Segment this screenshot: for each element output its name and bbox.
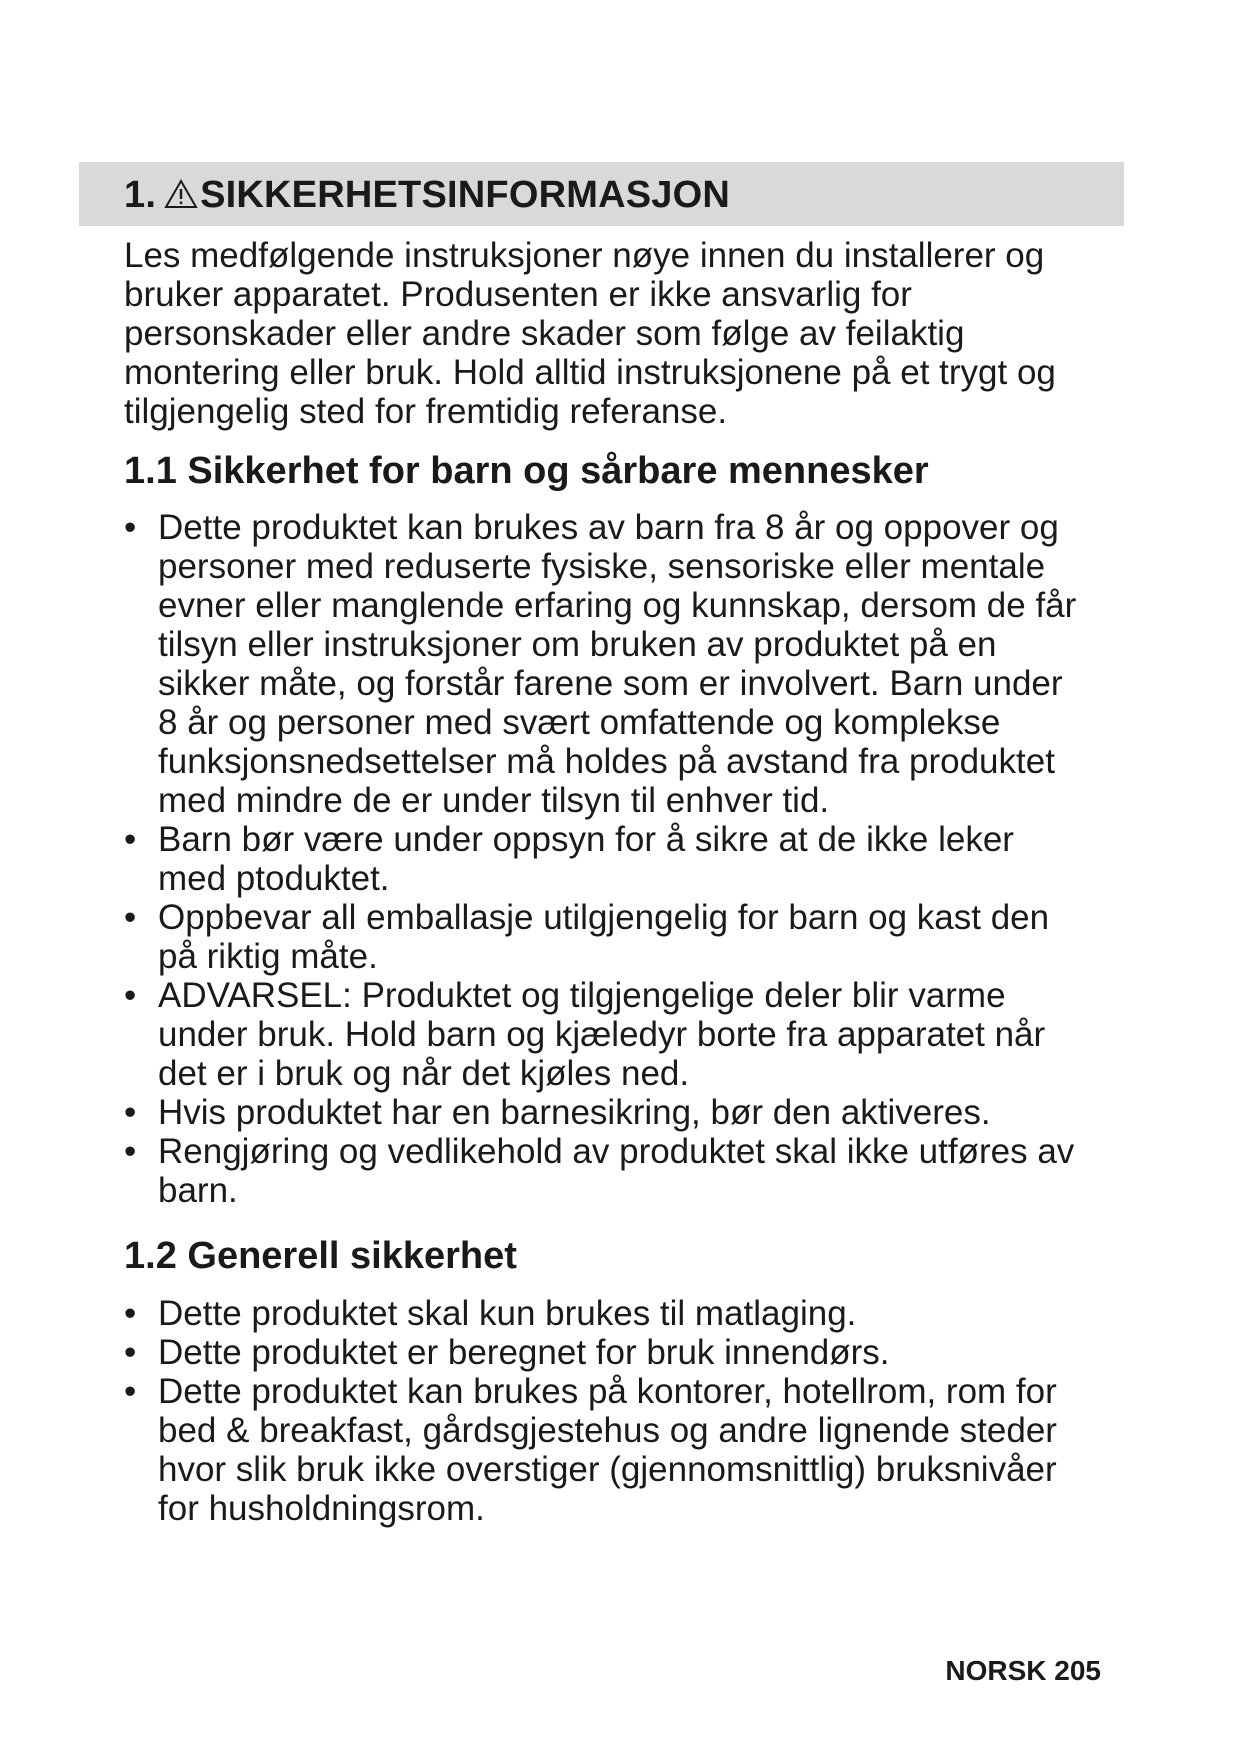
children-safety-list (124, 508, 1124, 1210)
list-item-line: sikker måte, og forstår farene som er involvert. Barn under (158, 664, 1063, 703)
bullet-marker: • (124, 1372, 137, 1411)
list-item-line: med ptoduktet. (158, 859, 390, 898)
bullet-marker: • (124, 820, 137, 859)
section-number: 1. (124, 174, 157, 216)
list-item-line: ADVARSEL: Produktet og tilgjengelige deler blir varme (158, 976, 1006, 1015)
list-item-line: Rengjøring og vedlikehold av produktet skal ikke utføres av (158, 1132, 1075, 1171)
bullet-marker: • (124, 1132, 137, 1171)
warning-triangle-icon (164, 179, 198, 209)
subsection-heading-children-safety: 1.1 Sikkerhet for barn og sårbare mennesker (124, 450, 929, 492)
list-item-line: Dette produktet er beregnet for bruk innendørs. (158, 1333, 890, 1372)
subsection-heading-general-safety: 1.2 Generell sikkerhet (124, 1235, 517, 1277)
bullet-marker: • (124, 1294, 137, 1333)
list-item (124, 1333, 1124, 1372)
list-item-line: personer med reduserte fysiske, sensoriske eller mentale (158, 547, 1046, 586)
bullet-marker: • (124, 898, 137, 937)
list-item-line: barn. (158, 1171, 238, 1210)
section-title (124, 170, 730, 220)
list-item-line: evner eller manglende erfaring og kunnskap, dersom de får (158, 586, 1077, 625)
list-item-line: hvor slik bruk ikke overstiger (gjennomsnittlig) bruksnivåer (158, 1450, 1057, 1489)
general-safety-list (124, 1294, 1124, 1528)
intro-line: tilgjengelig sted for fremtidig referanse. (124, 392, 728, 431)
intro-line: montering eller bruk. Hold alltid instruksjonene på et trygt og (124, 353, 1056, 392)
list-item-line: på riktig måte. (158, 937, 378, 976)
section-heading-text: SIKKERHETSINFORMASJON (200, 174, 731, 216)
list-item-line: Barn bør være under oppsyn for å sikre at de ikke leker (158, 820, 1014, 859)
list-item-line: for husholdningsrom. (158, 1489, 485, 1528)
list-item-line: Hvis produktet har en barnesikring, bør den aktiveres. (158, 1093, 991, 1132)
list-item (124, 1372, 1124, 1528)
list-item-line: tilsyn eller instruksjoner om bruken av produktet på en (158, 625, 997, 664)
intro-line: Les medfølgende instruksjoner nøye innen du installerer og (124, 236, 1045, 275)
list-item-line: det er i bruk og når det kjøles ned. (158, 1054, 690, 1093)
list-item (124, 1132, 1124, 1210)
list-item-line: med mindre de er under tilsyn til enhver tid. (158, 781, 830, 820)
bullet-marker: • (124, 1333, 137, 1372)
list-item-line: Dette produktet kan brukes av barn fra 8 år og oppover og (158, 508, 1059, 547)
list-item (124, 820, 1124, 898)
list-item-line: Oppbevar all emballasje utilgjengelig for barn og kast den (158, 898, 1050, 937)
list-item (124, 508, 1124, 820)
list-item (124, 1093, 1124, 1132)
intro-paragraph (124, 236, 1124, 431)
list-item-line: Dette produktet skal kun brukes til matlaging. (158, 1294, 857, 1333)
bullet-marker: • (124, 1093, 137, 1132)
page-footer: NORSK 205 (945, 1655, 1101, 1686)
list-item-line: under bruk. Hold barn og kjæledyr borte fra apparatet når (158, 1015, 1046, 1054)
bullet-marker: • (124, 508, 137, 547)
intro-line: bruker apparatet. Produsenten er ikke ansvarlig for (124, 275, 912, 314)
list-item-line: funksjonsnedsettelser må holdes på avstand fra produktet (158, 742, 1055, 781)
list-item (124, 1294, 1124, 1333)
list-item-line: bed & breakfast, gårdsgjestehus og andre lignende steder (158, 1411, 1057, 1450)
list-item (124, 976, 1124, 1093)
bullet-marker: • (124, 976, 137, 1015)
list-item (124, 898, 1124, 976)
list-item-line: 8 år og personer med svært omfattende og komplekse (158, 703, 1001, 742)
list-item-line: Dette produktet kan brukes på kontorer, hotellrom, rom for (158, 1372, 1057, 1411)
intro-line: personskader eller andre skader som følge av feilaktig (124, 314, 965, 353)
